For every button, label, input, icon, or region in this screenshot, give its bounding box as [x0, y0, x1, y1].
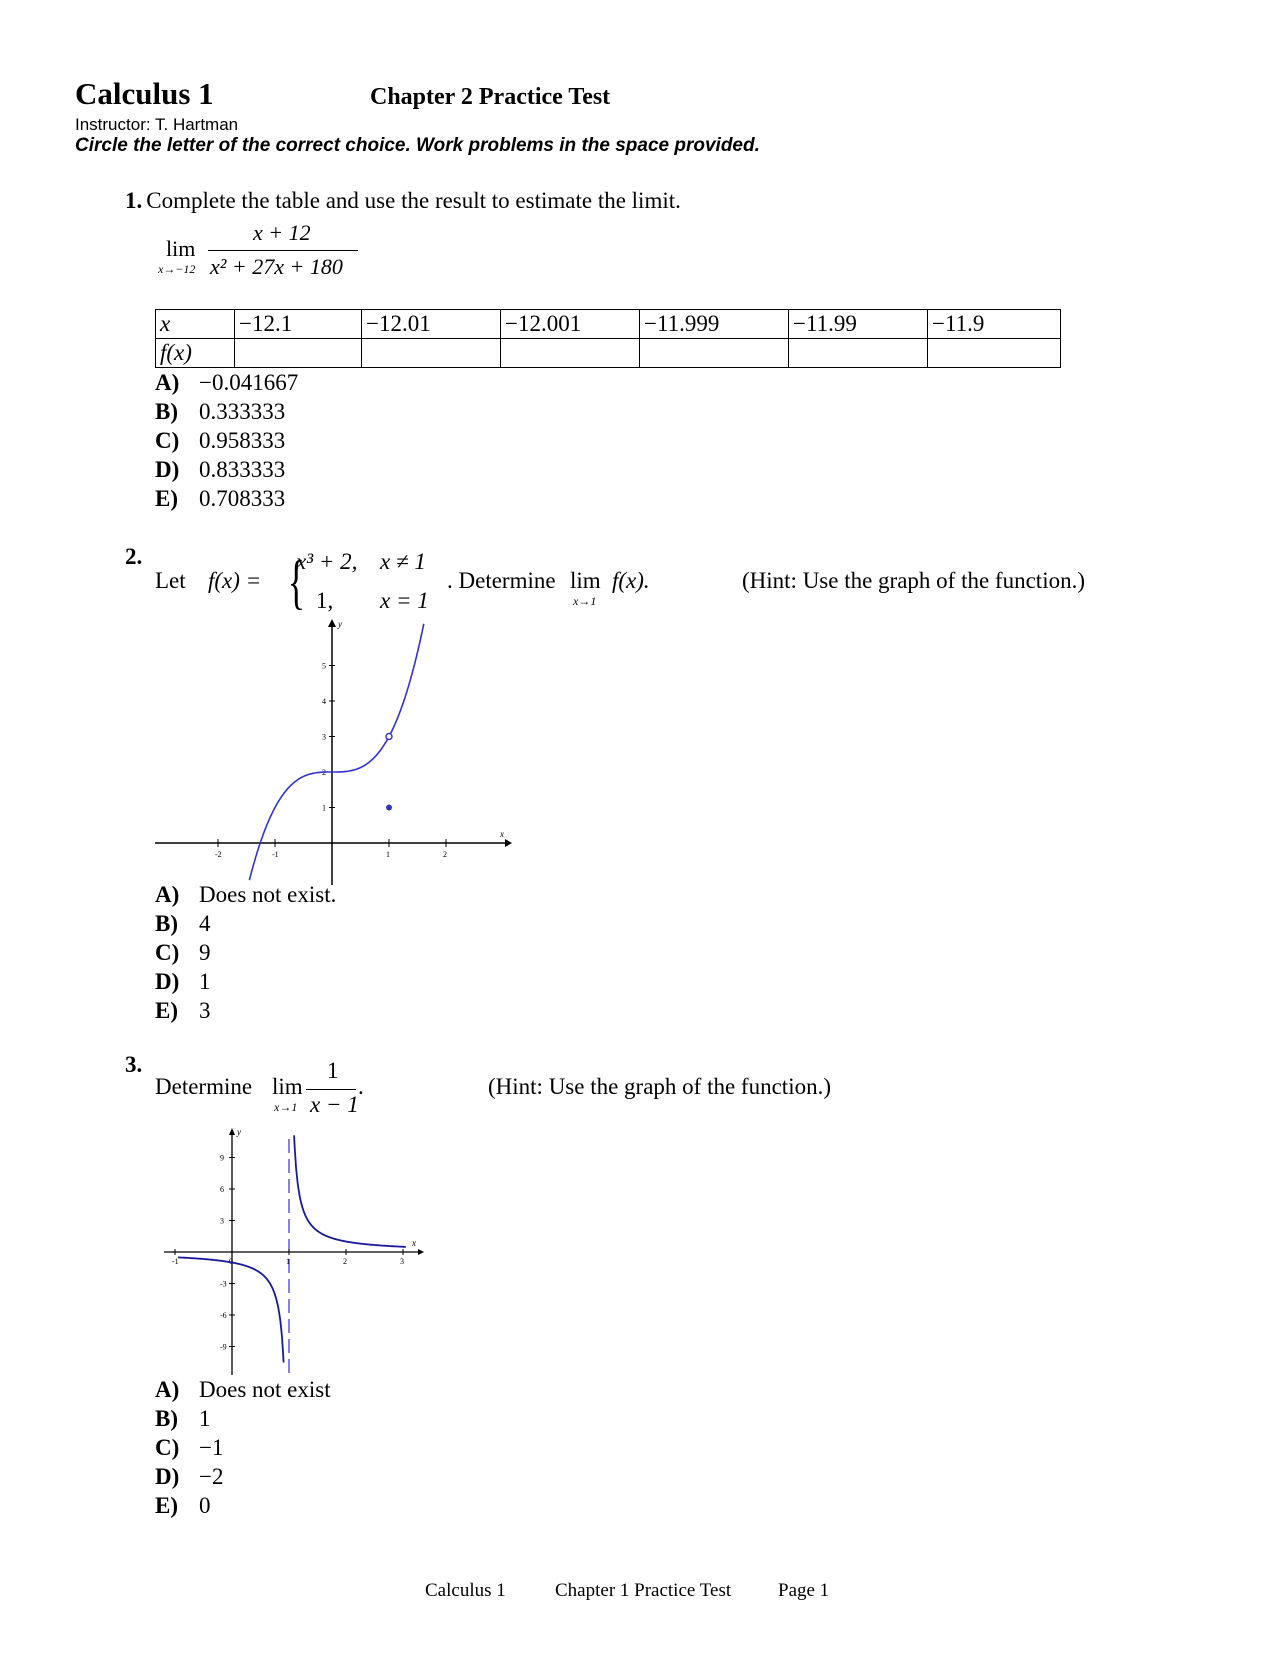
footer-page: Page 1	[778, 1580, 830, 1601]
instructions: Circle the letter of the correct choice. Work problems in the space provided.	[75, 135, 760, 156]
y-tick-label: 4	[322, 697, 326, 706]
function-name: f(x) =	[208, 568, 262, 593]
footer-chapter: Chapter 1 Practice Test	[555, 1580, 732, 1601]
lim-word: lim	[272, 1074, 303, 1099]
denominator: x − 1	[310, 1092, 359, 1117]
numerator: 1	[327, 1058, 339, 1083]
table-cell: −12.01	[362, 310, 501, 339]
table-cell: −11.999	[640, 310, 789, 339]
choice-b[interactable]: B) 0.333333	[155, 399, 286, 424]
y-axis-label: y	[338, 619, 342, 629]
question-number: 3.	[125, 1052, 143, 1077]
x-tick-label: 3	[400, 1257, 404, 1266]
choice-d[interactable]: D) −2	[155, 1464, 224, 1489]
lim-word: lim	[570, 568, 601, 593]
fraction-bar	[208, 250, 358, 251]
open-circle-hole	[386, 734, 392, 740]
question-1	[125, 188, 681, 214]
choice-c[interactable]: C) −1	[155, 1435, 224, 1460]
choice-b[interactable]: B) 1	[155, 1406, 211, 1431]
choices-q3	[155, 1375, 331, 1520]
table-row	[156, 339, 1061, 368]
instructor: Instructor: T. Hartman	[75, 115, 239, 134]
question-number: 2.	[125, 544, 143, 569]
hint: (Hint: Use the graph of the function.)	[742, 568, 1085, 593]
period: .	[358, 1074, 364, 1099]
value-table	[155, 309, 1061, 368]
table-row	[156, 310, 1061, 339]
choice-c[interactable]: C) 9	[155, 940, 211, 965]
case1-expr: x³ + 2,	[296, 549, 358, 574]
x-tick-label: -1	[272, 850, 279, 859]
table-cell[interactable]	[501, 339, 640, 368]
choice-a[interactable]: A) −0.041667	[155, 370, 299, 395]
choices-q1	[155, 368, 298, 513]
case1-cond: x ≠ 1	[380, 549, 426, 574]
x-tick-label: 0	[229, 1257, 233, 1266]
y-tick-label: 3	[322, 732, 326, 742]
graph-q2	[150, 615, 520, 895]
case2-cond: x = 1	[380, 588, 429, 613]
table-cell[interactable]	[640, 339, 789, 368]
numerator: x + 12	[253, 220, 311, 245]
choice-a[interactable]: A) Does not exist.	[155, 882, 337, 907]
choice-d[interactable]: D) 1	[155, 969, 211, 994]
table-cell: −12.001	[501, 310, 640, 339]
x-tick-label: -1	[172, 1257, 179, 1266]
choice-d[interactable]: D) 0.833333	[155, 457, 286, 482]
brace: {	[287, 549, 306, 615]
y-tick-label: 3	[220, 1216, 224, 1226]
lim-word: lim	[166, 236, 196, 261]
y-tick-label: 9	[220, 1153, 224, 1163]
lim-subscript: x→−12	[158, 262, 196, 276]
table-cell: f(x)	[156, 339, 235, 368]
footer-course: Calculus 1	[425, 1580, 506, 1601]
case2-expr: 1,	[316, 588, 334, 613]
table-cell[interactable]	[789, 339, 928, 368]
course-title: Calculus 1	[75, 76, 214, 111]
cubic-curve	[249, 624, 423, 880]
choice-e[interactable]: E) 3	[155, 998, 211, 1023]
denominator: x² + 27x + 180	[210, 254, 343, 279]
y-axis-arrow	[328, 619, 336, 627]
x-tick-label: 1	[386, 850, 390, 859]
table-cell: −11.99	[789, 310, 928, 339]
y-tick-label: 5	[322, 661, 326, 671]
choice-c[interactable]: C) 0.958333	[155, 428, 286, 453]
choices-q2	[155, 880, 336, 1025]
question-number: 1.	[125, 188, 143, 213]
lim-of: f(x).	[612, 568, 650, 593]
x-axis-label: x	[412, 1238, 416, 1248]
y-tick-label: -6	[220, 1311, 227, 1320]
choice-a[interactable]: A) Does not exist	[155, 1377, 331, 1402]
lim-subscript: x→1	[573, 594, 597, 608]
graph-q3	[160, 1125, 430, 1380]
x-tick-label: 2	[343, 1257, 347, 1266]
let-word: Let	[155, 568, 186, 593]
table-cell: −12.1	[235, 310, 362, 339]
chapter-title: Chapter 2 Practice Test	[370, 84, 611, 110]
x-axis-label: x	[500, 829, 504, 839]
determine-text: Determine	[155, 1074, 253, 1099]
y-tick-label: 1	[322, 803, 326, 813]
x-axis-arrow	[418, 1249, 424, 1255]
table-cell: x	[156, 310, 235, 339]
filled-point	[386, 805, 392, 811]
table-cell[interactable]	[235, 339, 362, 368]
choice-e[interactable]: E) 0	[155, 1493, 211, 1518]
choice-b[interactable]: B) 4	[155, 911, 211, 936]
y-tick-label: -3	[220, 1279, 227, 1289]
table-cell: −11.9	[928, 310, 1061, 339]
x-tick-label: 2	[443, 850, 447, 859]
table-cell[interactable]	[928, 339, 1061, 368]
x-tick-label: 1	[286, 1257, 290, 1266]
table-cell[interactable]	[362, 339, 501, 368]
y-tick-label: 2	[322, 768, 326, 777]
y-tick-label: 6	[220, 1185, 224, 1194]
y-tick-label: -9	[220, 1342, 227, 1352]
lim-subscript: x→1	[274, 1100, 298, 1114]
limit-expression	[158, 220, 358, 282]
question-text: Complete the table and use the result to estimate the limit.	[146, 188, 681, 213]
hyperbola-right-branch	[294, 1135, 406, 1247]
hint: (Hint: Use the graph of the function.)	[488, 1074, 831, 1099]
x-tick-label: -2	[215, 850, 222, 859]
x-axis-arrow	[505, 839, 512, 847]
choice-e[interactable]: E) 0.708333	[155, 486, 286, 511]
y-axis-arrow	[229, 1128, 235, 1135]
fraction-bar	[306, 1089, 356, 1090]
determine-text: . Determine	[447, 568, 556, 593]
y-axis-label: y	[237, 1127, 241, 1137]
